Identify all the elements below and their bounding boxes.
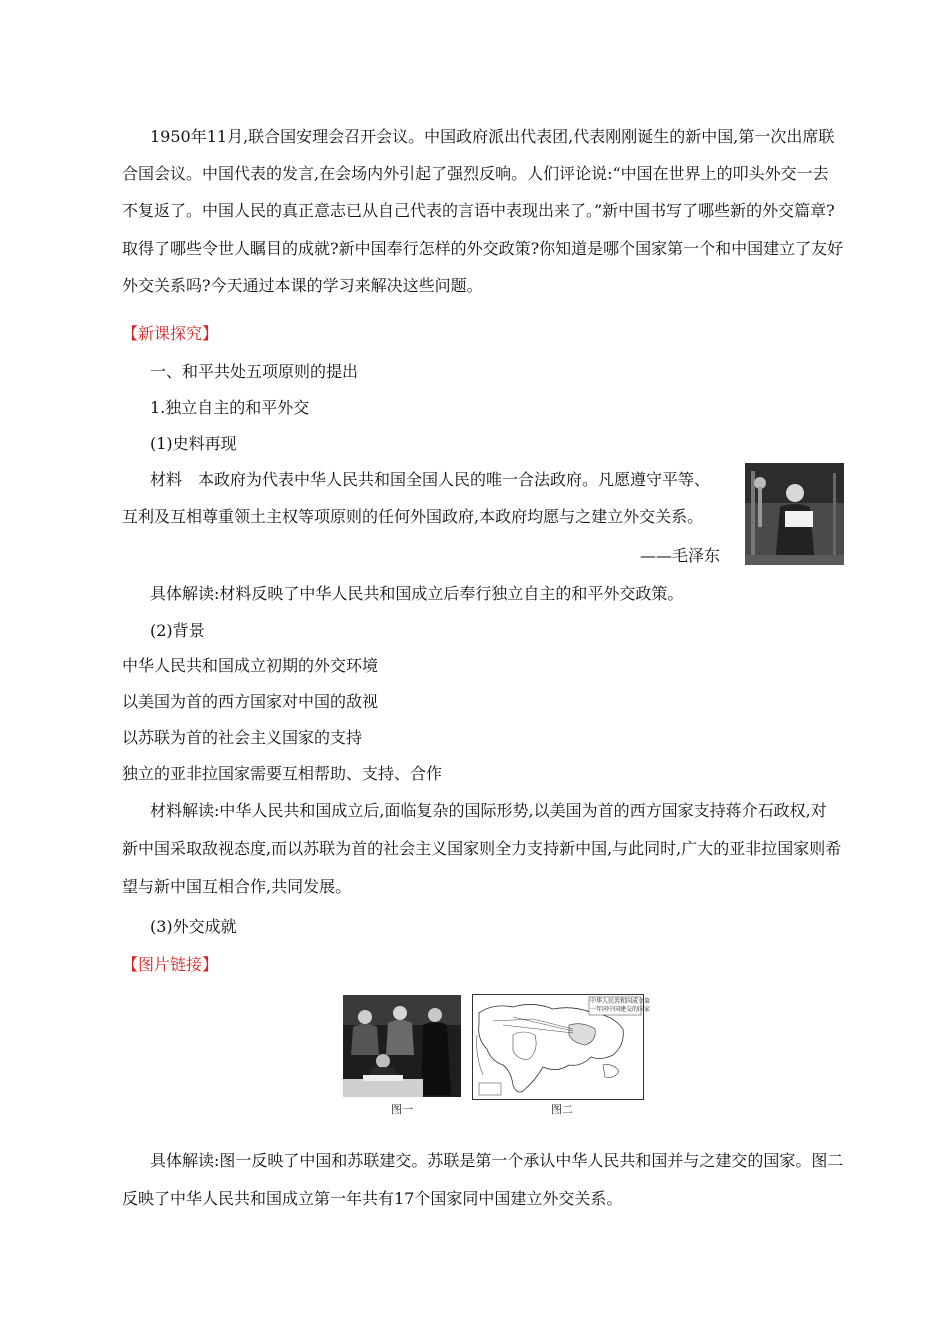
- section-picture-link: 【图片链接】: [122, 955, 219, 974]
- material-line-1: 材料 本政府为代表中华人民共和国全国人民的唯一合法政府。凡愿遵守平等、: [150, 470, 711, 489]
- material-interpretation-line-3: 望与新中国互相合作,共同发展。: [122, 877, 352, 896]
- mao-zedong-photo: [745, 463, 844, 565]
- intro-line-4: 取得了哪些令世人瞩目的成就?新中国奉行怎样的外交政策?你知道是哪个国家第一个和中国建立了友好: [122, 239, 844, 258]
- interpretation-2-line-2: 反映了中华人民共和国成立第一年共有17个国家同中国建立外交关系。: [122, 1189, 623, 1208]
- figure-2-map: [472, 994, 651, 1100]
- interpretation-2-line-1: 具体解读:图一反映了中国和苏联建交。苏联是第一个承认中华人民共和国并与之建交的国家。图二: [150, 1151, 844, 1170]
- intro-line-5: 外交关系吗?今天通过本课的学习来解决这些问题。: [122, 276, 483, 295]
- figure-1-caption: 图一: [391, 1103, 413, 1116]
- subheading-background: (2)背景: [150, 621, 205, 640]
- intro-line-2: 合国会议。中国代表的发言,在会场内外引起了强烈反响。人们评论说:“中国在世界上的叩头外交一去: [122, 164, 829, 183]
- section-new-lesson: 【新课探究】: [122, 324, 219, 343]
- figure-2-caption: 图二: [551, 1103, 573, 1116]
- material-interpretation-line-2: 新中国采取敌视态度,而以苏联为首的社会主义国家则全力支持新中国,与此同时,广大的亚非拉国家则希: [122, 839, 842, 858]
- map-title-line-1: 中华人民共和国成立第: [590, 998, 651, 1005]
- heading-peaceful-coexistence: 一、和平共处五项原则的提出: [150, 362, 359, 381]
- subheading-achievements: (3)外交成就: [150, 917, 237, 936]
- background-item-1: 中华人民共和国成立初期的外交环境: [122, 656, 379, 675]
- background-item-3: 以苏联为首的社会主义国家的支持: [122, 728, 363, 747]
- intro-line-1: 1950年11月,联合国安理会召开会议。中国政府派出代表团,代表刚刚诞生的新中国,第一次出席联: [150, 127, 835, 146]
- background-item-2: 以美国为首的西方国家对中国的敌视: [122, 692, 379, 711]
- material-line-2: 互利及互相尊重领土主权等项原则的任何外国政府,本政府均愿与之建立外交关系。: [122, 507, 704, 526]
- intro-line-3: 不复返了。中国人民的真正意志已从自己代表的言语中表现出来了。”新中国书写了哪些新的外交篇章?: [122, 201, 835, 220]
- map-title-line-2: 一年同中国建交的国家: [590, 1006, 651, 1013]
- material-source: ——毛泽东: [640, 546, 721, 565]
- interpretation-1: 具体解读:材料反映了中华人民共和国成立后奉行独立自主的和平外交政策。: [150, 584, 684, 603]
- material-interpretation-line-1: 材料解读:中华人民共和国成立后,面临复杂的国际形势,以美国为首的西方国家支持蒋介石政权,对: [150, 801, 827, 820]
- background-item-4: 独立的亚非拉国家需要互相帮助、支持、合作: [122, 764, 443, 783]
- figure-1-signing-photo: [343, 995, 461, 1097]
- subheading-historical-material: (1)史料再现: [150, 434, 237, 453]
- heading-independent-diplomacy: 1.独立自主的和平外交: [150, 398, 310, 417]
